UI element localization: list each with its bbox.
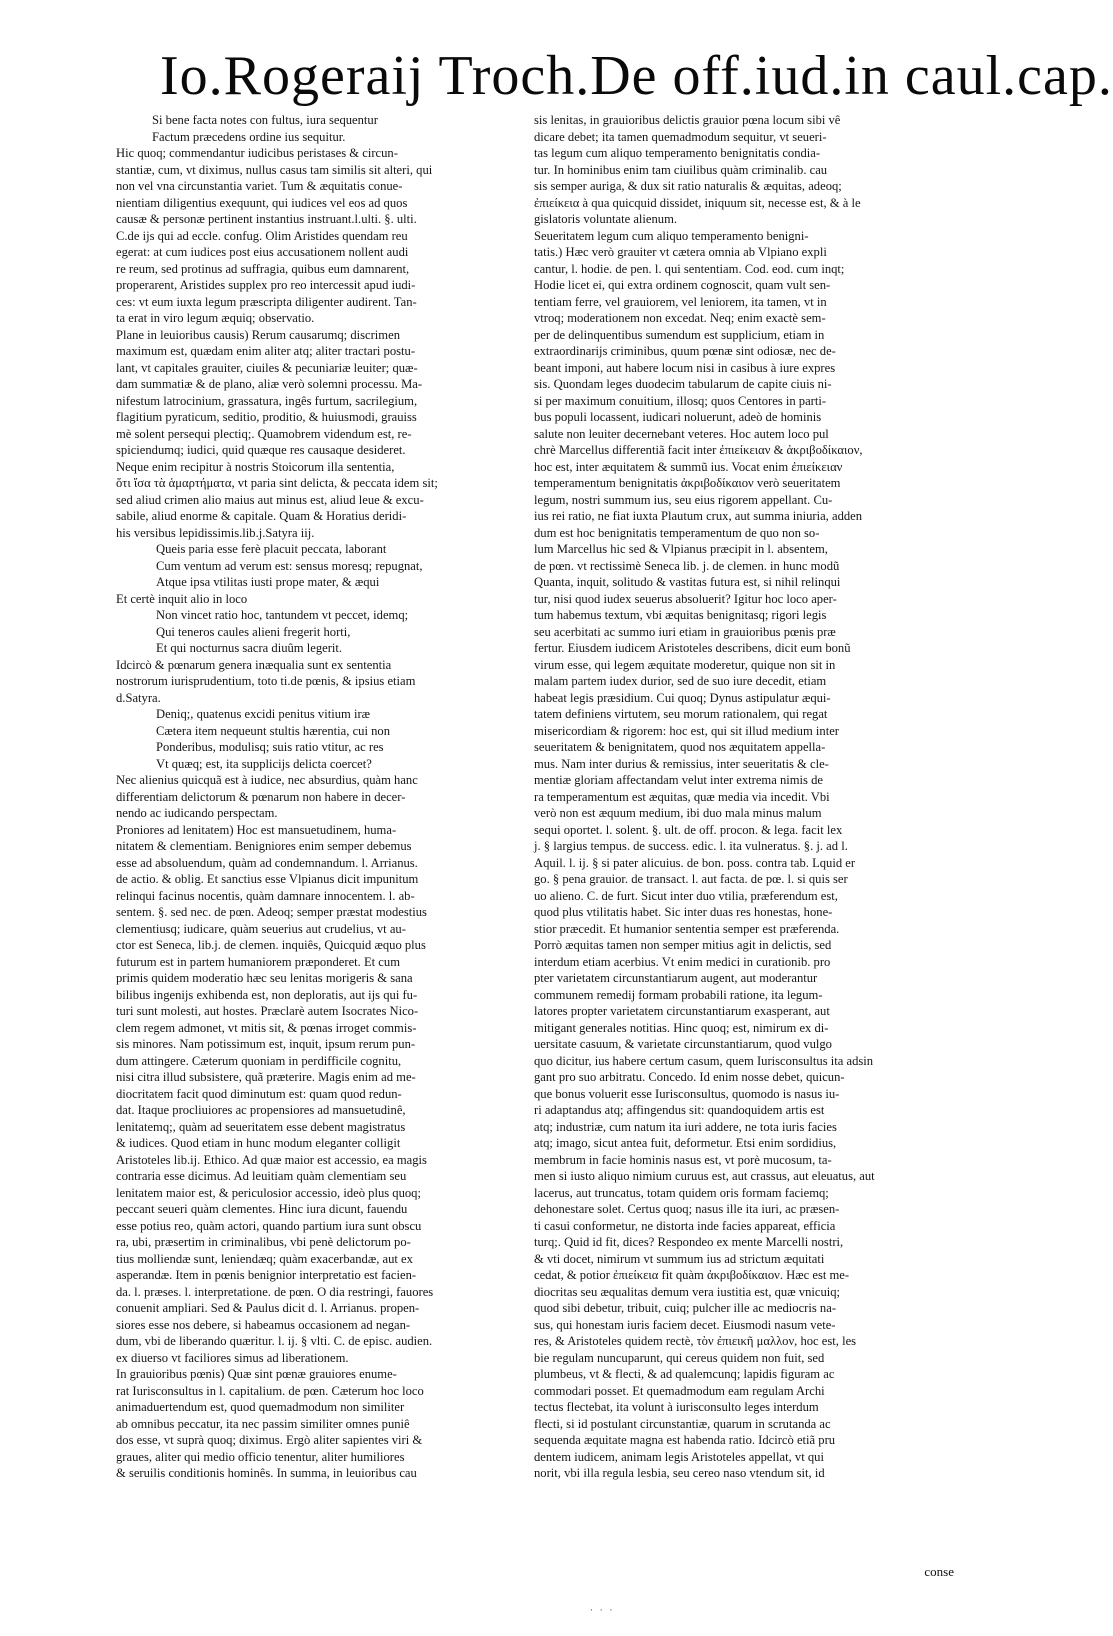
text-line: nientiam diligentius exequunt, qui iudices vel eos ad quos xyxy=(116,195,408,210)
text-line: gant pro suo arbitratu. Concedo. Id enim nosse debet, quicun- xyxy=(534,1070,845,1084)
text-line: siores esse nos debere, si habeamus occasionem ad negan- xyxy=(116,1317,411,1332)
text-line: que bonus voluerit esse Iurisconsultus, quomodo is nasus iu- xyxy=(534,1086,840,1101)
text-line: mus. Nam inter durius & remissius, inter seueritatis & cle- xyxy=(534,756,829,771)
text-line: re reum, sed protinus ad suffragia, quibus eum damnarent, xyxy=(116,261,410,276)
text-line: cedat, & potior ἐπιείκεια fit quàm ἀκριβοδίκαιον. Hæc est me- xyxy=(534,1268,850,1282)
text-line: ta erat in viro legum æquiq; observatio. xyxy=(116,311,315,325)
text-line: atq; imago, sicut antea fuit, deformetur. Etsi enim sordidius, xyxy=(534,1136,837,1150)
text-line: primis quidem moderatio hæc seu lenitas morigeris & sana xyxy=(116,971,413,985)
text-line: habeat legis præsidium. Cui quoq; Dynus astipulatur æqui- xyxy=(534,690,831,705)
text-line: sis semper auriga, & dux sit ratio naturalis & æquitas, adeoq; xyxy=(534,179,842,193)
text-line: dum est hoc benignitatis temperamentum de quo non so- xyxy=(534,525,820,540)
text-line: mè solent persequi plectiq;. Quamobrem videndum est, re- xyxy=(116,426,412,441)
text-line: ra, ubi, præsertim in criminalibus, vbi penè delictorum po- xyxy=(116,1235,411,1249)
text-line: Cum ventum ad verum est: sensus moresq; repugnat, xyxy=(156,558,423,573)
text-line: dehonestare solet. Certus quoq; nasus ille ita iuri, ac præsen- xyxy=(534,1202,840,1216)
text-line: Hic quoq; commendantur iudicibus peristases & circun- xyxy=(116,146,398,160)
text-line: Factum præcedens ordine ius sequitur. xyxy=(152,129,346,144)
text-line: spiciendumq; iudici, quid quæque res causaque desideret. xyxy=(116,443,406,457)
text-line: sentem. §. sed nec. de pœn. Adeoq; semper præstat modestius xyxy=(116,905,427,919)
text-line: lum Marcellus hic sed & Vlpianus præcipit in l. absentem, xyxy=(534,542,828,556)
text-line: sequi oportet. l. solent. §. ult. de off. procon. & lega. facit lex xyxy=(534,822,843,837)
text-line: tectus flectebat, ita volunt à iurisconsulto leges interdum xyxy=(534,1400,819,1414)
text-line: Vt quæq; est, ita supplicijs delicta coercet? xyxy=(156,756,372,771)
text-line: clem regem admonet, vt mitis sit, & pœnas irroget commis- xyxy=(116,1020,417,1035)
text-line: Proniores ad lenitatem) Hoc est mansuetudinem, huma- xyxy=(116,822,397,837)
text-line: norit, vbi illa regula lesbia, seu cereo naso vtendum sit, id xyxy=(534,1466,825,1480)
text-line: go. § pena grauior. de transact. l. aut facta. de pœ. l. si quis ser xyxy=(534,872,848,886)
text-line: latores propter varietatem circunstantiarum exasperant, aut xyxy=(534,1004,830,1018)
text-line: communem remedij formam probabili ratione, ita legum- xyxy=(534,987,823,1002)
text-line: conuenit ampliari. Sed & Paulus dicit d. l. Arrianus. propen- xyxy=(116,1301,420,1315)
text-line: si per maximum conuitium, illosq; quos Centores in parti- xyxy=(534,393,827,408)
text-line: ces: vt eum iuxta legum præscripta diligenter audirent. Tan- xyxy=(116,294,417,309)
text-line: quod plus vtilitatis habet. Sic inter duas res honestas, hone- xyxy=(534,905,833,919)
text-line: tatem definiens virtutem, seu morum rationalem, qui regat xyxy=(534,707,828,721)
text-line: differentiam delictorum & pœnarum non habere in decer- xyxy=(116,789,406,804)
text-line: Atque ipsa vtilitas iusti prope mater, & æqui xyxy=(156,575,380,589)
text-line: Hodie licet ei, qui extra ordinem cognoscit, quam vult sen- xyxy=(534,278,831,292)
text-line: ex diuerso vt faciliores simus ad liberationem. xyxy=(116,1350,349,1365)
text-line: sis. Quondam leges duodecim tabularum de capite ciuis ni- xyxy=(534,377,832,391)
text-line: & seruilis conditionis hominês. In summa, in leuioribus cau xyxy=(116,1466,417,1480)
text-line: esse potius reo, quàm actori, quando partium iura sunt obscu xyxy=(116,1218,422,1233)
text-line: tius molliendæ sunt, leniendæq; quàm exacerbandæ, aut ex xyxy=(116,1251,413,1266)
text-line: sabile, aliud enorme & capitale. Quam & Horatius deridi- xyxy=(116,509,407,523)
text-line: hoc est, inter æquitatem & summũ ius. Vocat enim ἐπιείκειαν xyxy=(534,459,843,474)
text-line: atq; industriæ, cum natum ita iuri addere, ne tota iuris facies xyxy=(534,1119,837,1134)
right-column xyxy=(534,112,950,1482)
text-line: Idcircò & pœnarum genera inæqualia sunt ex sententia xyxy=(116,657,392,672)
text-line: virum esse, qui legem æquitate moderetur, quique non sit in xyxy=(534,657,836,672)
text-line: Non vincet ratio hoc, tantundem vt peccet, idemq; xyxy=(156,608,409,622)
text-line: tentiam ferre, vel grauiorem, vel leniorem, ita tamen, vt in xyxy=(534,294,827,309)
text-line: turi sunt molesti, aut hostes. Præclarè autem Isocrates Nico- xyxy=(116,1004,419,1018)
text-line: sis minores. Nam potissimum est, inquit, ipsum rerum pun- xyxy=(116,1037,416,1051)
text-line: ἐπιείκεια à qua quicquid dissidet, iniquum sit, necesse est, & à le xyxy=(534,195,861,210)
text-line: malam partem iudex durior, sed de suo iure decedit, etiam xyxy=(534,674,827,688)
text-line: uersitate casuum, & varietate circunstantiarum, quod vulgo xyxy=(534,1037,832,1051)
text-line: dat. Itaque procliuiores ac propensiores ad mansuetudinê, xyxy=(116,1103,406,1117)
text-line: contraria esse dicimus. Ad leuitiam quàm clementiam seu xyxy=(116,1169,407,1183)
text-line: diocritatem facit quod diminutum est: quam quod redun- xyxy=(116,1086,402,1101)
text-line: Plane in leuioribus causis) Rerum causarumq; discrimen xyxy=(116,327,400,342)
text-line: esse ad absoluendum, quàm ad condemnandum. l. Arrianus. xyxy=(116,855,418,870)
text-line: gislatoris voluntate alienum. xyxy=(534,212,678,226)
text-line: asperandæ. Item in pœnis benignior interpretatio est facien- xyxy=(116,1268,417,1282)
text-line: Neque enim recipitur à nostris Stoicorum illa sententia, xyxy=(116,459,395,474)
text-line: clementiusq; iudicare, quàm seuerius aut crudelius, vt au- xyxy=(116,921,406,936)
text-line: ti casui conformetur, ne distorta inde facies appareat, efficia xyxy=(534,1218,836,1233)
text-line: futurum est in partem humaniorem præponderet. Et cum xyxy=(116,954,400,969)
text-line: Porrò æquitas tamen non semper mitius agit in delictis, sed xyxy=(534,938,832,952)
text-line: j. § largius tempus. de success. edic. l. ita vulneratus. §. j. ad l. xyxy=(534,839,848,853)
text-line: ab omnibus peccatur, ita nec passim similiter omnes puniê xyxy=(116,1416,410,1431)
text-line: Et certè inquit alio in loco xyxy=(116,591,248,606)
text-line: vtroq; moderationem non excedat. Neq; enim exactè sem- xyxy=(534,311,826,325)
text-line: tas legum cum aliquo temperamento benignitatis condia- xyxy=(534,146,821,160)
text-line: & iudices. Quod etiam in hunc modum eleganter colligit xyxy=(116,1136,401,1150)
text-line: nendo ac iudicando perspectam. xyxy=(116,806,278,820)
text-line: animaduertendum est, quod quemadmodum non similiter xyxy=(116,1400,405,1414)
text-line: properarent, Aristides supplex pro reo intercessit apud iudi- xyxy=(116,278,416,292)
text-line: Cætera item nequeunt stultis hærentia, cui non xyxy=(156,723,390,738)
text-line: uo alieno. C. de furt. Sicut inter duo vtilia, præferendum est, xyxy=(534,888,838,903)
text-line: graues, aliter qui medio officio tenentur, aliter humiliores xyxy=(116,1449,405,1464)
text-line: quod sibi debetur, tribuit, cuiq; pulcher ille ac mediocris na- xyxy=(534,1301,837,1315)
text-line: Si bene facta notes con fultus, iura sequentur xyxy=(152,113,378,127)
text-line: Et qui nocturnus sacra diuûm legerit. xyxy=(156,641,343,655)
text-line: tatis.) Hæc verò grauiter vt cætera omnia ab Vlpiano expli xyxy=(534,245,827,259)
text-line: dos esse, vt suprà quoq; diximus. Ergò aliter sapientes viri & xyxy=(116,1433,423,1447)
text-line: nostrorum iurisprudentium, toto ti.de pœnis, & ipsius etiam xyxy=(116,674,416,688)
text-line: Qui teneros caules alieni fregerit horti, xyxy=(156,624,351,639)
text-line: ra temperamentum est æquitas, quæ media via incedit. Vbi xyxy=(534,789,830,804)
text-line: maximum est, quædam enim aliter atq; aliter tractari postu- xyxy=(116,344,416,358)
text-line: nisi citra illud subsistere, quã præterire. Magis enim ad me- xyxy=(116,1070,416,1084)
text-line: tur, nisi quod iudex seuerus absoluerit? Igitur hoc loco aper- xyxy=(534,591,837,606)
text-line: seueritatem & benignitatem, quod nos æquitatem appella- xyxy=(534,740,826,754)
text-line: dum attingere. Cæterum quoniam in perdifficile cognitu, xyxy=(116,1053,402,1068)
signature-mark: · · · xyxy=(590,1606,615,1616)
text-line: seu acerbitati ac summo iuri etiam in grauioribus pœnis præ xyxy=(534,624,836,639)
text-line: nifestum latrocinium, grassatura, ingês furtum, sacrilegium, xyxy=(116,393,418,408)
running-header: Io.Rogeraij Troch.De off.iud.in caul.cap. xyxy=(160,45,1113,107)
text-line: causæ & personæ pertinent instantius instruant.l.ulti. §. ulti. xyxy=(116,212,417,226)
text-line: peccant seueri quàm clementes. Hinc iura dicunt, fauendu xyxy=(116,1202,408,1216)
text-line: Quanta, inquit, solitudo & vastitas futura est, si nihil relinqui xyxy=(534,575,841,589)
text-line: ὅτι ἴσα τὰ ἁμαρτήματα, vt paria sint delicta, & peccata idem sit; xyxy=(116,476,438,490)
text-line: In grauioribus pœnis) Quæ sint pœnæ grauiores enume- xyxy=(116,1367,397,1381)
text-line: Seueritatem legum cum aliquo temperamento benigni- xyxy=(534,228,809,243)
text-line: Deniq;, quatenus excidi penitus vitium iræ xyxy=(156,707,371,721)
text-line: lant, vt capitales grauiter, ciuiles & pecuniariæ leuiter; quæ- xyxy=(116,360,418,375)
text-line: tum habemus textum, vbi æquitas benignitasq; rigori legis xyxy=(534,608,827,622)
text-line: mentiæ gloriam affectandam velut inter extrema nimis de xyxy=(534,773,823,787)
text-line: rat Iurisconsultus in l. capitalium. de pœn. Cæterum hoc loco xyxy=(116,1383,424,1398)
text-line: flecti, si id postulant circunstantiæ, quarum in scrutanda ac xyxy=(534,1416,831,1431)
text-line: cantur, l. hodie. de pen. l. qui sententiam. Cod. eod. cum inqt; xyxy=(534,261,845,276)
text-line: egerat: at cum iudices post eius accusationem nollent audi xyxy=(116,245,409,259)
text-line: Nec alienius quicquã est à iudice, nec absurdius, quàm hanc xyxy=(116,773,418,787)
text-line: non vel vna circunstantia variet. Tum & æquitatis conue- xyxy=(116,179,403,193)
text-line: ius rei ratio, ne fiat iuxta Plautum crux, aut summa iniuria, adden xyxy=(534,509,863,523)
text-line: lacerus, aut truncatus, totam quidem oris formam faciemq; xyxy=(534,1185,829,1200)
text-line: sed aliud crimen alio maius aut minus est, aliud leue & excu- xyxy=(116,492,424,507)
text-line: membrum in facie hominis nasus est, vt porè mucosum, ta- xyxy=(534,1152,832,1167)
left-column xyxy=(116,112,530,1498)
text-line: quo dicitur, ius habere certum casum, quem Iurisconsultus ita adsin xyxy=(534,1053,874,1068)
text-line: per de delinquentibus sumendum est supplicium, etiam in xyxy=(534,327,825,342)
text-line: salute non leuiter decernebant veteres. Hoc autem loco pul xyxy=(534,426,829,441)
text-line: beant imponi, aut habere locum nisi in casibus à iure expres xyxy=(534,360,836,375)
text-line: de actio. & oblig. Et sanctius esse Vlpianus dicit impunitum xyxy=(116,872,419,886)
text-line: men si iusto aliquo nimium curuus est, aut crassus, aut eleuatus, aut xyxy=(534,1169,875,1183)
text-line: Aquil. l. ij. § si pater alicuius. de bon. poss. contra tab. Lquid er xyxy=(534,855,856,870)
text-line: de pœn. vt rectissimè Seneca lib. j. de clemen. in hunc modũ xyxy=(534,558,840,573)
text-line: temperamentum benignitatis ἀκριβοδίκαιον verò seueritatem xyxy=(534,476,841,490)
text-line: bus populi locassent, iudicari noluerunt, adeò de hominis xyxy=(534,410,822,424)
text-line: chrè Marcellus differentiã facit inter ἐπιείκειαν & ἀκριβοδίκαιον, xyxy=(534,443,863,457)
catchword: conse xyxy=(924,1564,954,1579)
text-line: bie regulam nuncuparunt, qui cereus quidem non fuit, sed xyxy=(534,1350,825,1365)
text-line: Queis paria esse ferè placuit peccata, laborant xyxy=(156,542,387,556)
text-line: turq;. Quid id fit, dices? Respondeo ex mente Marcelli nostri, xyxy=(534,1235,844,1249)
text-line: bilibus ingenijs exhibenda est, non deploratis, aut ijs qui fu- xyxy=(116,987,418,1002)
text-line: fertur. Eiusdem iudicem Aristoteles describens, dicit eum bonũ xyxy=(534,641,851,655)
text-line: Aristoteles lib.ij. Ethico. Ad quæ maior est accessio, ea magis xyxy=(116,1152,427,1167)
text-line: sequenda æquitate magna est habenda ratio. Idcircò etiã pru xyxy=(534,1433,836,1447)
text-line: dam summatiæ & de plano, aliæ verò solemni processu. Ma- xyxy=(116,377,423,391)
text-line: dicare debet; ita tamen quemadmodum sequitur, vt seueri- xyxy=(534,129,827,144)
text-line: commodari posset. Et quemadmodum eam regulam Archi xyxy=(534,1383,825,1398)
text-line: lenitatemq;, quàm ad seueritatem esse debent magistratus xyxy=(116,1119,406,1134)
text-line: C.de ijs qui ad eccle. confug. Olim Aristides quendam reu xyxy=(116,228,408,243)
text-line: diocritas seu æqualitas demum vera iustitia est, quæ vnicuiq; xyxy=(534,1284,841,1299)
text-line: dentem iudicem, animam legis Aristoteles appellat, vt qui xyxy=(534,1449,824,1464)
text-line: ri adaptandus atq; affingendus sit: quandoquidem artis est xyxy=(534,1103,825,1117)
text-line: sis lenitas, in grauioribus delictis grauior pœna locum sibi vê xyxy=(534,113,841,127)
text-line: misericordiam & rigorem: hoc est, qui sit illud medium inter xyxy=(534,723,839,738)
text-line: Ponderibus, modulisq; suis ratio vtitur, ac res xyxy=(156,740,384,754)
text-line: legum, nostri summum ius, seu eius rigorem appellant. Cu- xyxy=(534,492,833,507)
text-line: lenitatem maior est, & periculosior accessio, ideò plus quoq; xyxy=(116,1185,421,1200)
text-line: d.Satyra. xyxy=(116,690,161,705)
text-line: nitatem & clementiam. Benigniores enim semper debemus xyxy=(116,839,412,853)
text-line: stior præcedit. Et humanior sententia semper est præferenda. xyxy=(534,921,840,936)
text-line: & vti docet, nimirum vt summum ius ad strictum æquitati xyxy=(534,1251,825,1266)
text-line: stantiæ, cum, vt diximus, nullus casus tam similis sit alteri, qui xyxy=(116,162,433,177)
text-line: dum, vbi de liberando quæritur. l. ij. § vlti. C. de episc. audien. xyxy=(116,1334,433,1348)
text-line: mitigant generales notitias. Hinc quoq; est, nimirum ex di- xyxy=(534,1020,829,1035)
text-line: da. l. præses. l. interpretatione. de pœn. O dia restringi, fauores xyxy=(116,1284,434,1299)
text-line: extraordinarijs criminibus, quum pœnæ sint odiosæ, nec de- xyxy=(534,344,836,358)
text-line xyxy=(116,1482,530,1499)
text-line: tur. In hominibus enim tam ciuilibus quàm criminalib. cau xyxy=(534,162,828,177)
text-line: flagitium pyraticum, seditio, proditio, & huiusmodi, grauiss xyxy=(116,410,417,424)
text-line: ctor est Seneca, lib.j. de clemen. inquiês, Quicquid æquo plus xyxy=(116,938,426,952)
text-line: pter varietatem circunstantiarum augent, aut moderantur xyxy=(534,971,818,985)
text-line: plumbeus, vt & flecti, & ad qualemcunq; lapidis figuram ac xyxy=(534,1367,835,1381)
text-line: relinqui facinus nocentis, quàm damnare innocentem. l. ab- xyxy=(116,888,415,903)
text-line: interdum etiam acerbius. Vt enim medici in curationib. pro xyxy=(534,954,831,969)
text-line: his versibus lepidissimis.lib.j.Satyra iij. xyxy=(116,525,315,540)
text-line: sus, qui honestam iuris faciem decet. Eiusmodi nasum vete- xyxy=(534,1317,836,1332)
text-line: res, & Aristoteles quidem rectè, τὸν ἐπιεικῆ μαλλον, hoc est, les xyxy=(534,1334,857,1348)
text-line: verò non est æquum medium, ibi duo mala minus malum xyxy=(534,806,822,820)
